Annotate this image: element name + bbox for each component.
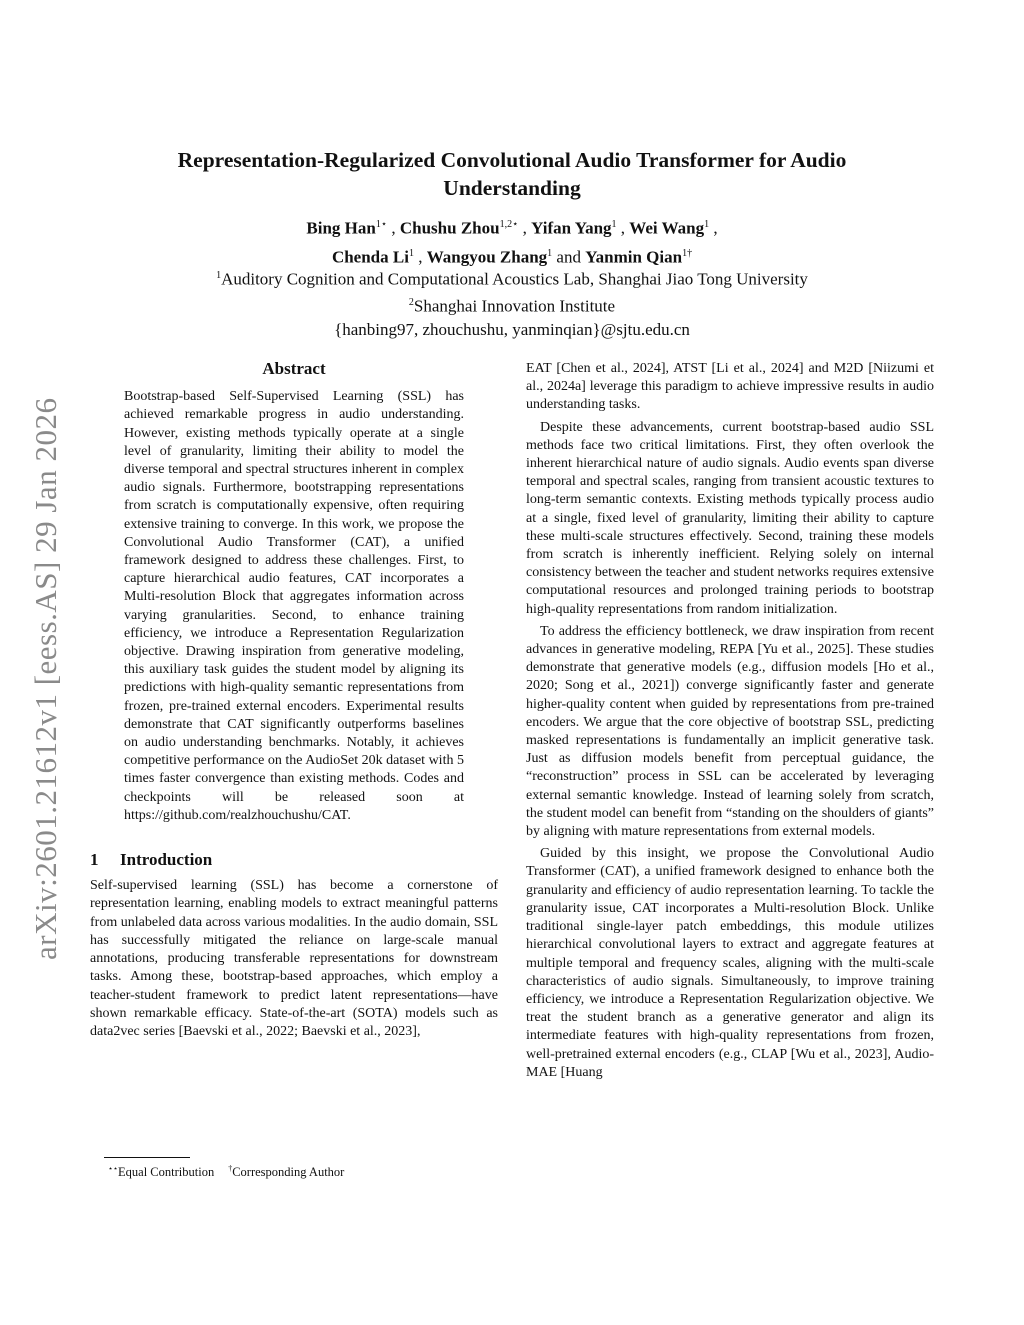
section-title: Introduction <box>120 850 213 870</box>
author-affil-mark: 1 <box>408 247 414 259</box>
footnote-mark-corresponding: † <box>228 1164 233 1173</box>
affiliation-1 <box>110 264 914 291</box>
section-number: 1 <box>90 850 99 870</box>
affiliation-text: Shanghai Innovation Institute <box>413 296 616 316</box>
intro-paragraph-1: Self-supervised learning (SSL) has become a cornerstone of representation learning, enabling models to extract meaningful patterns from unlabeled data across various modalities. In the audio domain, SSL has successfully mitigated the reliance on large-scale manual annotations, producing transferable representations for downstream tasks. Among these, bootstrap-based approaches, which employ a teacher-student framework to predict latent representations—have shown remarkable efficacy. State-of-the-art (SOTA) models such as data2vec series [Baevski et al., 2022; Baevski et al., 2023], <box>90 878 498 1039</box>
section-heading-introduction <box>90 851 498 869</box>
affiliation-2 <box>110 291 914 318</box>
intro-paragraph-2: Despite these advancements, current bootstrap-based audio SSL methods face two critical limitations. First, they often overlook the inherent hierarchical nature of audio signals. Audio events span diverse temporal and spectral scales, ranging from transient acoustic textures to long-term semantic contexts. Existing methods typically process audio at a single, fixed level of granularity, limiting their ability to capture these multi-scale structures effectively. Second, training these models from scratch is inherently inefficient. Relying solely on internal consistency between the teacher and student networks requires extensive computational resources and prolonged training periods to bootstrap high-quality representations from random initialization. <box>526 419 934 617</box>
author-name: Chushu Zhou <box>399 218 500 238</box>
author-list <box>110 212 914 269</box>
abstract-heading: Abstract <box>262 359 326 378</box>
affiliation-mark: 2 <box>408 297 414 309</box>
paper-title <box>110 146 914 202</box>
author-name: Wei Wang <box>629 218 705 238</box>
author-line-2: Chenda Li$^1$ , Wangyou Zhang$^1$ and Yanmin Qian$^{1\dagger}$ <box>331 247 693 267</box>
author-affil-mark: 1⋆ <box>375 219 388 230</box>
right-column <box>526 360 934 1082</box>
author-affil-mark: 1 <box>547 247 553 259</box>
author-name: Chenda Li <box>331 247 409 267</box>
author-affil-mark: 1,2⋆ <box>499 219 519 230</box>
footnote-equal-contribution: Equal Contribution <box>118 1165 215 1180</box>
affiliations <box>110 264 914 342</box>
affiliation-mark: 1 <box>216 270 222 281</box>
intro-paragraph-4: Guided by this insight, we propose the Convolutional Audio Transformer (CAT), a unified framework designed to enhance both the granularity and efficiency of audio representation learning. To tackle the granularity issue, CAT incorporates a Multi-resolution Block. Unlike traditional single-layer patch embeddings, this module utilizes hierarchical convolutional layers to extract and aggregate features at multiple temporal and frequency scales, aligning with the multi-scale characteristics of audio signals. Simultaneously, to improve training efficiency, we introduce a Representation Regularization objective. We treat the student branch as a generative generator and align its intermediate features with high-quality representations from frozen, well-pretrained external encoders (e.g., CLAP [Wu et al., 2023], Audio-MAE [Huang <box>526 846 934 1080</box>
author-affil-mark: 1 <box>704 219 710 230</box>
title-line-2: Understanding <box>443 176 581 200</box>
affiliation-text: Auditory Cognition and Computational Acoustics Lab, Shanghai Jiao Tong University <box>221 269 808 289</box>
footnote-divider <box>104 1157 190 1158</box>
author-name: Bing Han <box>306 218 376 238</box>
author-line-1: Bing Han$^{1⋆}$ , Chushu Zhou$^{1,2⋆}$ , Yifan Yang$^1$ , Wei Wang$^1$ , <box>306 218 718 238</box>
author-affil-mark: 1† <box>682 247 693 259</box>
intro-paragraph-continued: EAT [Chen et al., 2024], ATST [Li et al., 2024] and M2D [Niizumi et al., 2024a] leverage this paradigm to achieve impressive results in audio understanding tasks. <box>526 361 934 413</box>
author-conjunction: and <box>556 247 581 267</box>
intro-paragraph-3: To address the efficiency bottleneck, we draw inspiration from recent advances in generative modeling, REPA [Yu et al., 2025]. These studies demonstrate that generative models (e.g., diffusion models [Ho et al., 2020; Song et al., 2021]) converge significantly faster and generate higher-quality content when guided by representations from pre-trained encoders. We argue that the core objective of bootstrap SSL, predicting masked representations is fundamentally an implicit generative task. Just as diffusion models benefit from perceptual guidance, the “reconstruction” process in SSL can be accelerated by leveraging external semantic knowledge. Instead of learning solely from scratch, the student model can benefit from “standing on the shoulders of giants” by aligning with mature representations from external models. <box>526 623 934 840</box>
author-emails: {hanbing97, zhouchushu, yanminqian}@sjtu.edu.cn <box>334 320 690 340</box>
author-affil-mark: 1 <box>611 219 617 230</box>
title-line-1: Representation-Regularized Convolutional Audio Transformer for Audio <box>177 148 847 172</box>
author-name: Yifan Yang <box>531 218 612 238</box>
footnote-corresponding-author: Corresponding Author <box>232 1165 345 1180</box>
left-column <box>90 360 498 1041</box>
author-name: Yanmin Qian <box>585 247 683 267</box>
author-name: Wangyou Zhang <box>426 247 548 267</box>
footnote-mark-equal: ⋆⋆ <box>108 1164 119 1173</box>
abstract-text: Bootstrap-based Self-Supervised Learning (SSL) has achieved remarkable progress in audio understanding. However, existing methods typically operate at a single level of granularity, limiting their ability to model the diverse temporal and spectral structures inherent in complex audio signals. Furthermore, bootstrapping representations from scratch is computationally expensive, often requiring extensive training to converge. In this work, we propose the Convolutional Audio Transformer (CAT), a unified framework designed to address these challenges. First, to capture hierarchical audio features, CAT incorporates a Multi-resolution Block that aggregates information across varying granularities. Second, to enhance training efficiency, we introduce a Representation Regularization objective. Drawing inspiration from generative modeling, this auxiliary task guides the student model by aligning its predictions with high-quality semantic representations from frozen, pre-trained external encoders. Experimental results demonstrate that CAT significantly outperforms baselines on audio understanding benchmarks. Notably, it achieves competitive performance on the AudioSet 20k dataset with 5 times faster convergence than existing methods. Codes and checkpoints will be released soon at https://github.com/realzhouchushu/CAT. <box>124 389 464 823</box>
arxiv-identifier-stamp: arXiv:2601.21612v1 [eess.AS] 29 Jan 2026 <box>28 397 63 960</box>
footnote <box>108 1161 344 1180</box>
